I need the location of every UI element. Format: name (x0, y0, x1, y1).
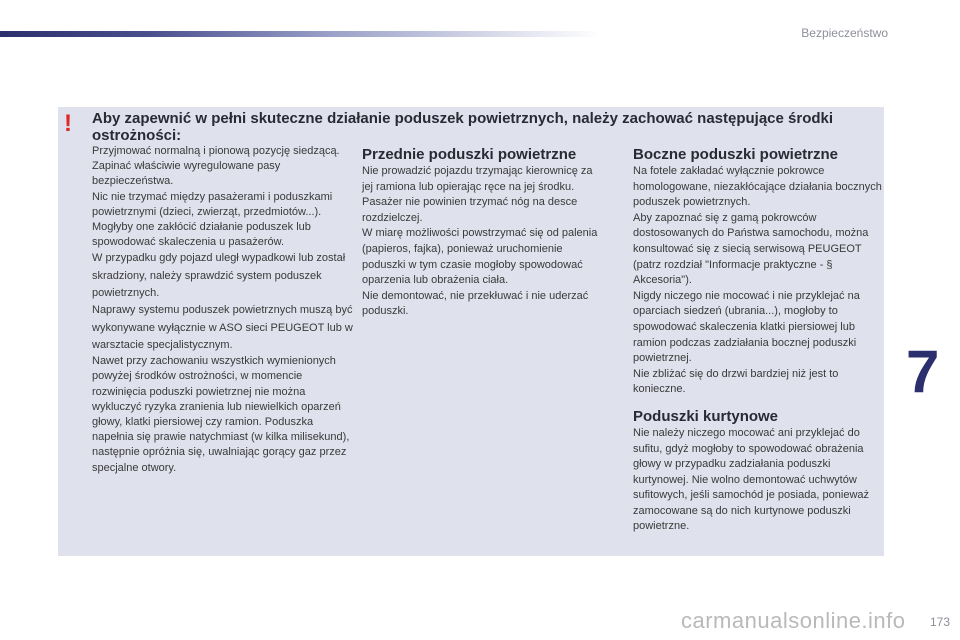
paragraph: Naprawy systemu poduszek powietrznych muszą być wykonywane wyłącznie w ASO sieci PEUGEOT lub w warsztacie specjalistycznym. (92, 304, 353, 351)
paragraph: Nigdy niczego nie mocować i nie przyklejać na oparciach siedzeń (ubrania...), mogłoby to spowodować skaleczenia klatki piersiowej lub ramion podczas zadziałania bocznej poduszki powietrznej. (633, 289, 860, 365)
paragraph: Nie zbliżać się do drzwi bardziej niż jest to konieczne. (633, 367, 839, 396)
paragraph: Nie prowadzić pojazdu trzymając kierownicę za jej ramiona lub opierając ręce na jej środku. (362, 165, 593, 193)
section-heading: Boczne poduszki powietrzne (633, 146, 839, 163)
paragraph: W przypadku gdy pojazd uległ wypadkowi lub został skradziony, należy sprawdzić system poduszek powietrznych. (92, 252, 346, 300)
column-precautions (92, 144, 354, 476)
section-title: Bezpieczeństwo (801, 26, 888, 40)
page-number: 173 (929, 615, 950, 629)
paragraph: Nie demontować, nie przekłuwać i nie uderzać poduszki. (362, 289, 589, 318)
paragraph: Na fotele zakładać wyłącznie pokrowce homologowane, niezakłócające działania bocznych poduszek powietrznych. (633, 165, 882, 209)
header-gradient-bar (0, 31, 600, 37)
paragraph: Przyjmować normalną i pionową pozycję siedzącą. (92, 145, 340, 157)
section-heading: Przednie poduszki powietrzne (362, 146, 577, 163)
chapter-number: 7 (906, 338, 940, 405)
paragraph: W miarę możliwości powstrzymać się od palenia (papieros, fajka), ponieważ uruchomienie poduszki w tym czasie mogłoby spowodować oparzenia lub obrażenia ciała. (362, 227, 598, 287)
exclamation-icon: ! (64, 110, 72, 137)
warning-title: Aby zapewnić w pełni skuteczne działanie poduszek powietrznych, należy zachować następujące środki ostrożności: (92, 110, 834, 144)
paragraph: Nic nie trzymać między pasażerami i poduszkami powietrznymi (dzieci, zwierząt, przedmiotów...). Mogłyby one zakłócić działanie poduszek lub spowodować skaleczenia u pasażerów. (92, 190, 333, 249)
paragraph: Aby zapoznać się z gamą pokrowców dostosowanych do Państwa samochodu, można konsultować się z siecią serwisową PEUGEOT (patrz rozdział "Informacje praktyczne - § Akcesoria"). (633, 211, 869, 287)
paragraph: Nawet przy zachowaniu wszystkich wymienionych powyżej środków ostrożności, w momencie rozwinięcia poduszki powietrznej nie można wykluczyć ryzyka zranienia lub niewielkich oparzeń głowy, klatki piersiowej czy ramion. Poduszka napełnia się prawie natychmiast (w kilka milisekund), następnie opróżnia się, uwalniając gorący gaz przez specjalne otwory. (92, 355, 350, 474)
column-side-airbags (633, 146, 885, 535)
watermark: carmanualsonline.info (681, 608, 906, 633)
column-front-airbags (362, 146, 602, 320)
paragraph: Nie należy niczego mocować ani przyklejać do sufitu, gdyż mogłoby to spowodować obrażenia głowy w przypadku zadziałania poduszki kurtynowej. Nie wolno demontować uchwytów sufitowych, jeśli samochód je posiada, ponieważ zamocowane są do nich kurtynowe poduszki powietrzne. (633, 426, 870, 533)
paragraph: Pasażer nie powinien trzymać nóg na desce rozdzielczej. (362, 196, 578, 224)
section-subheading: Poduszki kurtynowe (633, 407, 779, 425)
paragraph: Zapinać właściwie wyregulowane pasy bezpieczeństwa. (92, 160, 281, 188)
